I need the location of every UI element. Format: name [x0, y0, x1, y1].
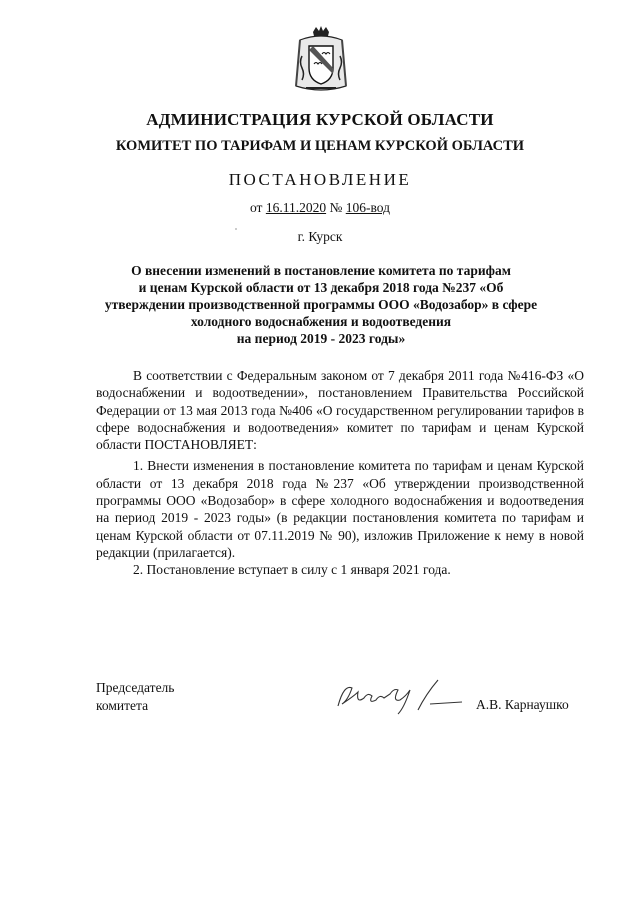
- signatory-title-line: комитета: [96, 697, 149, 713]
- signatory-title: [96, 679, 174, 714]
- subject-line: холодного водоснабжения и водоотведения: [190, 314, 452, 329]
- document-type: ПОСТАНОВЛЕНИЕ: [228, 170, 412, 189]
- item-1-paragraph: 1. Внести изменения в постановление комитета по тарифам и ценам Курской области от 13 декабря 2018 года №237 «Об утверждении производственной программы ООО «Водозабор» в сфере холодного водоснабжения и водоотведения на период 2019 - 2023 годы» (в редакции постановления комитета по тарифам и ценам Курской области от 07.11.2019 № 90), изложив Приложение к нему в новой редакции (прилагается).: [96, 458, 584, 560]
- document-date: 16.11.2020: [265, 200, 327, 215]
- committee-title: КОМИТЕТ ПО ТАРИФАМ И ЦЕНАМ КУРСКОЙ ОБЛАСТИ: [115, 138, 525, 154]
- document-body: [96, 367, 584, 579]
- item-2-paragraph: 2. Постановление вступает в силу с 1 января 2021 года.: [133, 562, 451, 578]
- document-date-number: [0, 200, 640, 216]
- signatory-name: А.В. Карнаушко: [476, 697, 569, 712]
- subject-line: О внесении изменений в постановление комитета по тарифам: [131, 263, 511, 278]
- organization-title: АДМИНИСТРАЦИЯ КУРСКОЙ ОБЛАСТИ: [146, 110, 494, 129]
- document-number: 106-вод: [345, 200, 390, 215]
- subject-line: и ценам Курской области от 13 декабря 2018 года №237 «Об: [138, 280, 504, 295]
- handwritten-signature: [334, 674, 464, 718]
- city: г. Курск: [297, 229, 343, 244]
- date-prefix: от: [249, 200, 263, 215]
- subject-line: на период 2019 - 2023 годы»: [236, 331, 406, 346]
- signatory-title-line: Председатель: [96, 680, 175, 695]
- subject-line: утверждении производственной программы ООО «Водозабор» в сфере: [104, 297, 538, 312]
- number-prefix: №: [329, 200, 343, 215]
- coat-of-arms-icon: [292, 26, 350, 96]
- preamble-paragraph: В соответствии с Федеральным законом от 7 декабря 2011 года №416-ФЗ «О водоснабжении и водоотведении», постановлением Правительства Российской Федерации от 13 мая 2013 года №406 «О государственном регулировании тарифов в сфере водоснабжения и водоотведения» комитет по тарифам и ценам Курской области ПОСТАНОВЛЯЕТ:: [96, 368, 584, 453]
- document-subject: [96, 262, 546, 347]
